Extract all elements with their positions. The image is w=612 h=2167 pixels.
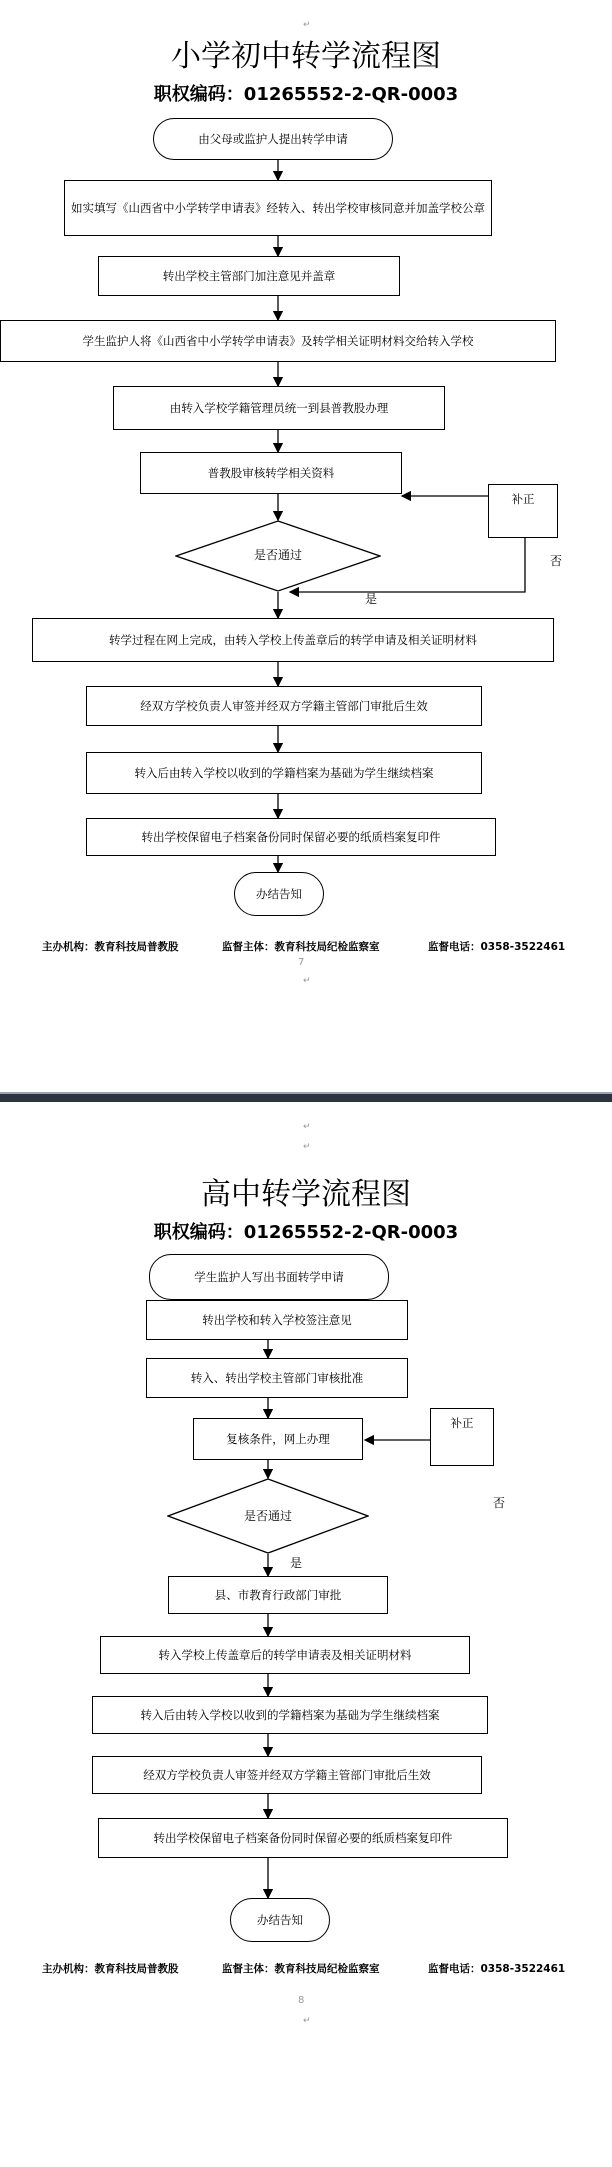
footer-phone: 监督电话：0358-3522461 xyxy=(428,941,566,953)
yes-label: 是 xyxy=(365,592,378,606)
step-apply: 由父母或监护人提出转学申请 xyxy=(153,118,393,160)
step-upload: 转学过程在网上完成，由转入学校上传盖章后的转学申请及相关证明材料 xyxy=(32,618,554,662)
paragraph-mark: ↵ xyxy=(303,1122,311,1132)
footer-supervisor: 监督主体：教育科技局纪检监察室 xyxy=(222,1963,380,1975)
step-county-approve: 县、市教育行政部门审批 xyxy=(168,1576,388,1614)
page-number: 8 xyxy=(298,1995,305,2006)
step-sign-opinion: 转出学校和转入学校签注意见 xyxy=(146,1300,408,1340)
step-submit-materials: 学生监护人将《山西省中小学转学申请表》及转学相关证明材料交给转入学校 xyxy=(0,320,556,362)
step-end: 办结告知 xyxy=(234,872,324,916)
paragraph-mark: ↵ xyxy=(303,20,311,30)
step-end: 办结告知 xyxy=(230,1898,330,1942)
footer-org: 主办机构：教育科技局普教股 xyxy=(42,1963,179,1975)
decision-label: 是否通过 xyxy=(243,1509,292,1523)
page-2-title: 高中转学流程图 xyxy=(201,1177,411,1212)
paragraph-mark: ↵ xyxy=(303,2016,311,2026)
decision-label: 是否通过 xyxy=(253,548,302,562)
step-archive: 转入后由转入学校以收到的学籍档案为基础为学生继续档案 xyxy=(92,1696,488,1734)
fix-box: 补正 xyxy=(430,1408,494,1466)
page-1-title: 小学初中转学流程图 xyxy=(171,39,441,74)
step-dept-approve: 转入、转出学校主管部门审核批准 xyxy=(146,1358,408,1398)
step-archive: 转入后由转入学校以收到的学籍档案为基础为学生继续档案 xyxy=(86,752,482,794)
step-backup: 转出学校保留电子档案备份同时保留必要的纸质档案复印件 xyxy=(98,1818,508,1858)
page-2-code: 职权编码：01265552-2-QR-0003 xyxy=(153,1222,459,1243)
step-backup: 转出学校保留电子档案备份同时保留必要的纸质档案复印件 xyxy=(86,818,496,856)
paragraph-mark: ↵ xyxy=(303,1142,311,1152)
step-online: 复核条件，网上办理 xyxy=(193,1418,363,1460)
step-registrar: 由转入学校学籍管理员统一到县普教股办理 xyxy=(113,386,445,430)
page-number: 7 xyxy=(298,957,305,968)
step-approve: 经双方学校负责人审签并经双方学籍主管部门审批后生效 xyxy=(92,1756,482,1794)
footer-phone: 监督电话：0358-3522461 xyxy=(428,1963,566,1975)
page-1-code: 职权编码：01265552-2-QR-0003 xyxy=(153,84,459,105)
yes-label: 是 xyxy=(290,1556,303,1570)
step-apply: 学生监护人写出书面转学申请 xyxy=(149,1254,389,1300)
no-label: 否 xyxy=(550,554,563,568)
step-dept-stamp: 转出学校主管部门加注意见并盖章 xyxy=(98,256,400,296)
no-label: 否 xyxy=(493,1496,506,1510)
paragraph-mark: ↵ xyxy=(303,976,311,986)
step-approve: 经双方学校负责人审签并经双方学籍主管部门审批后生效 xyxy=(86,686,482,726)
footer-org: 主办机构：教育科技局普教股 xyxy=(42,941,179,953)
footer-supervisor: 监督主体：教育科技局纪检监察室 xyxy=(222,941,380,953)
step-fill-form: 如实填写《山西省中小学转学申请表》经转入、转出学校审核同意并加盖学校公章 xyxy=(64,180,492,236)
fix-box: 补正 xyxy=(488,484,558,538)
step-upload: 转入学校上传盖章后的转学申请表及相关证明材料 xyxy=(100,1636,470,1674)
step-review: 普教股审核转学相关资料 xyxy=(140,452,402,494)
